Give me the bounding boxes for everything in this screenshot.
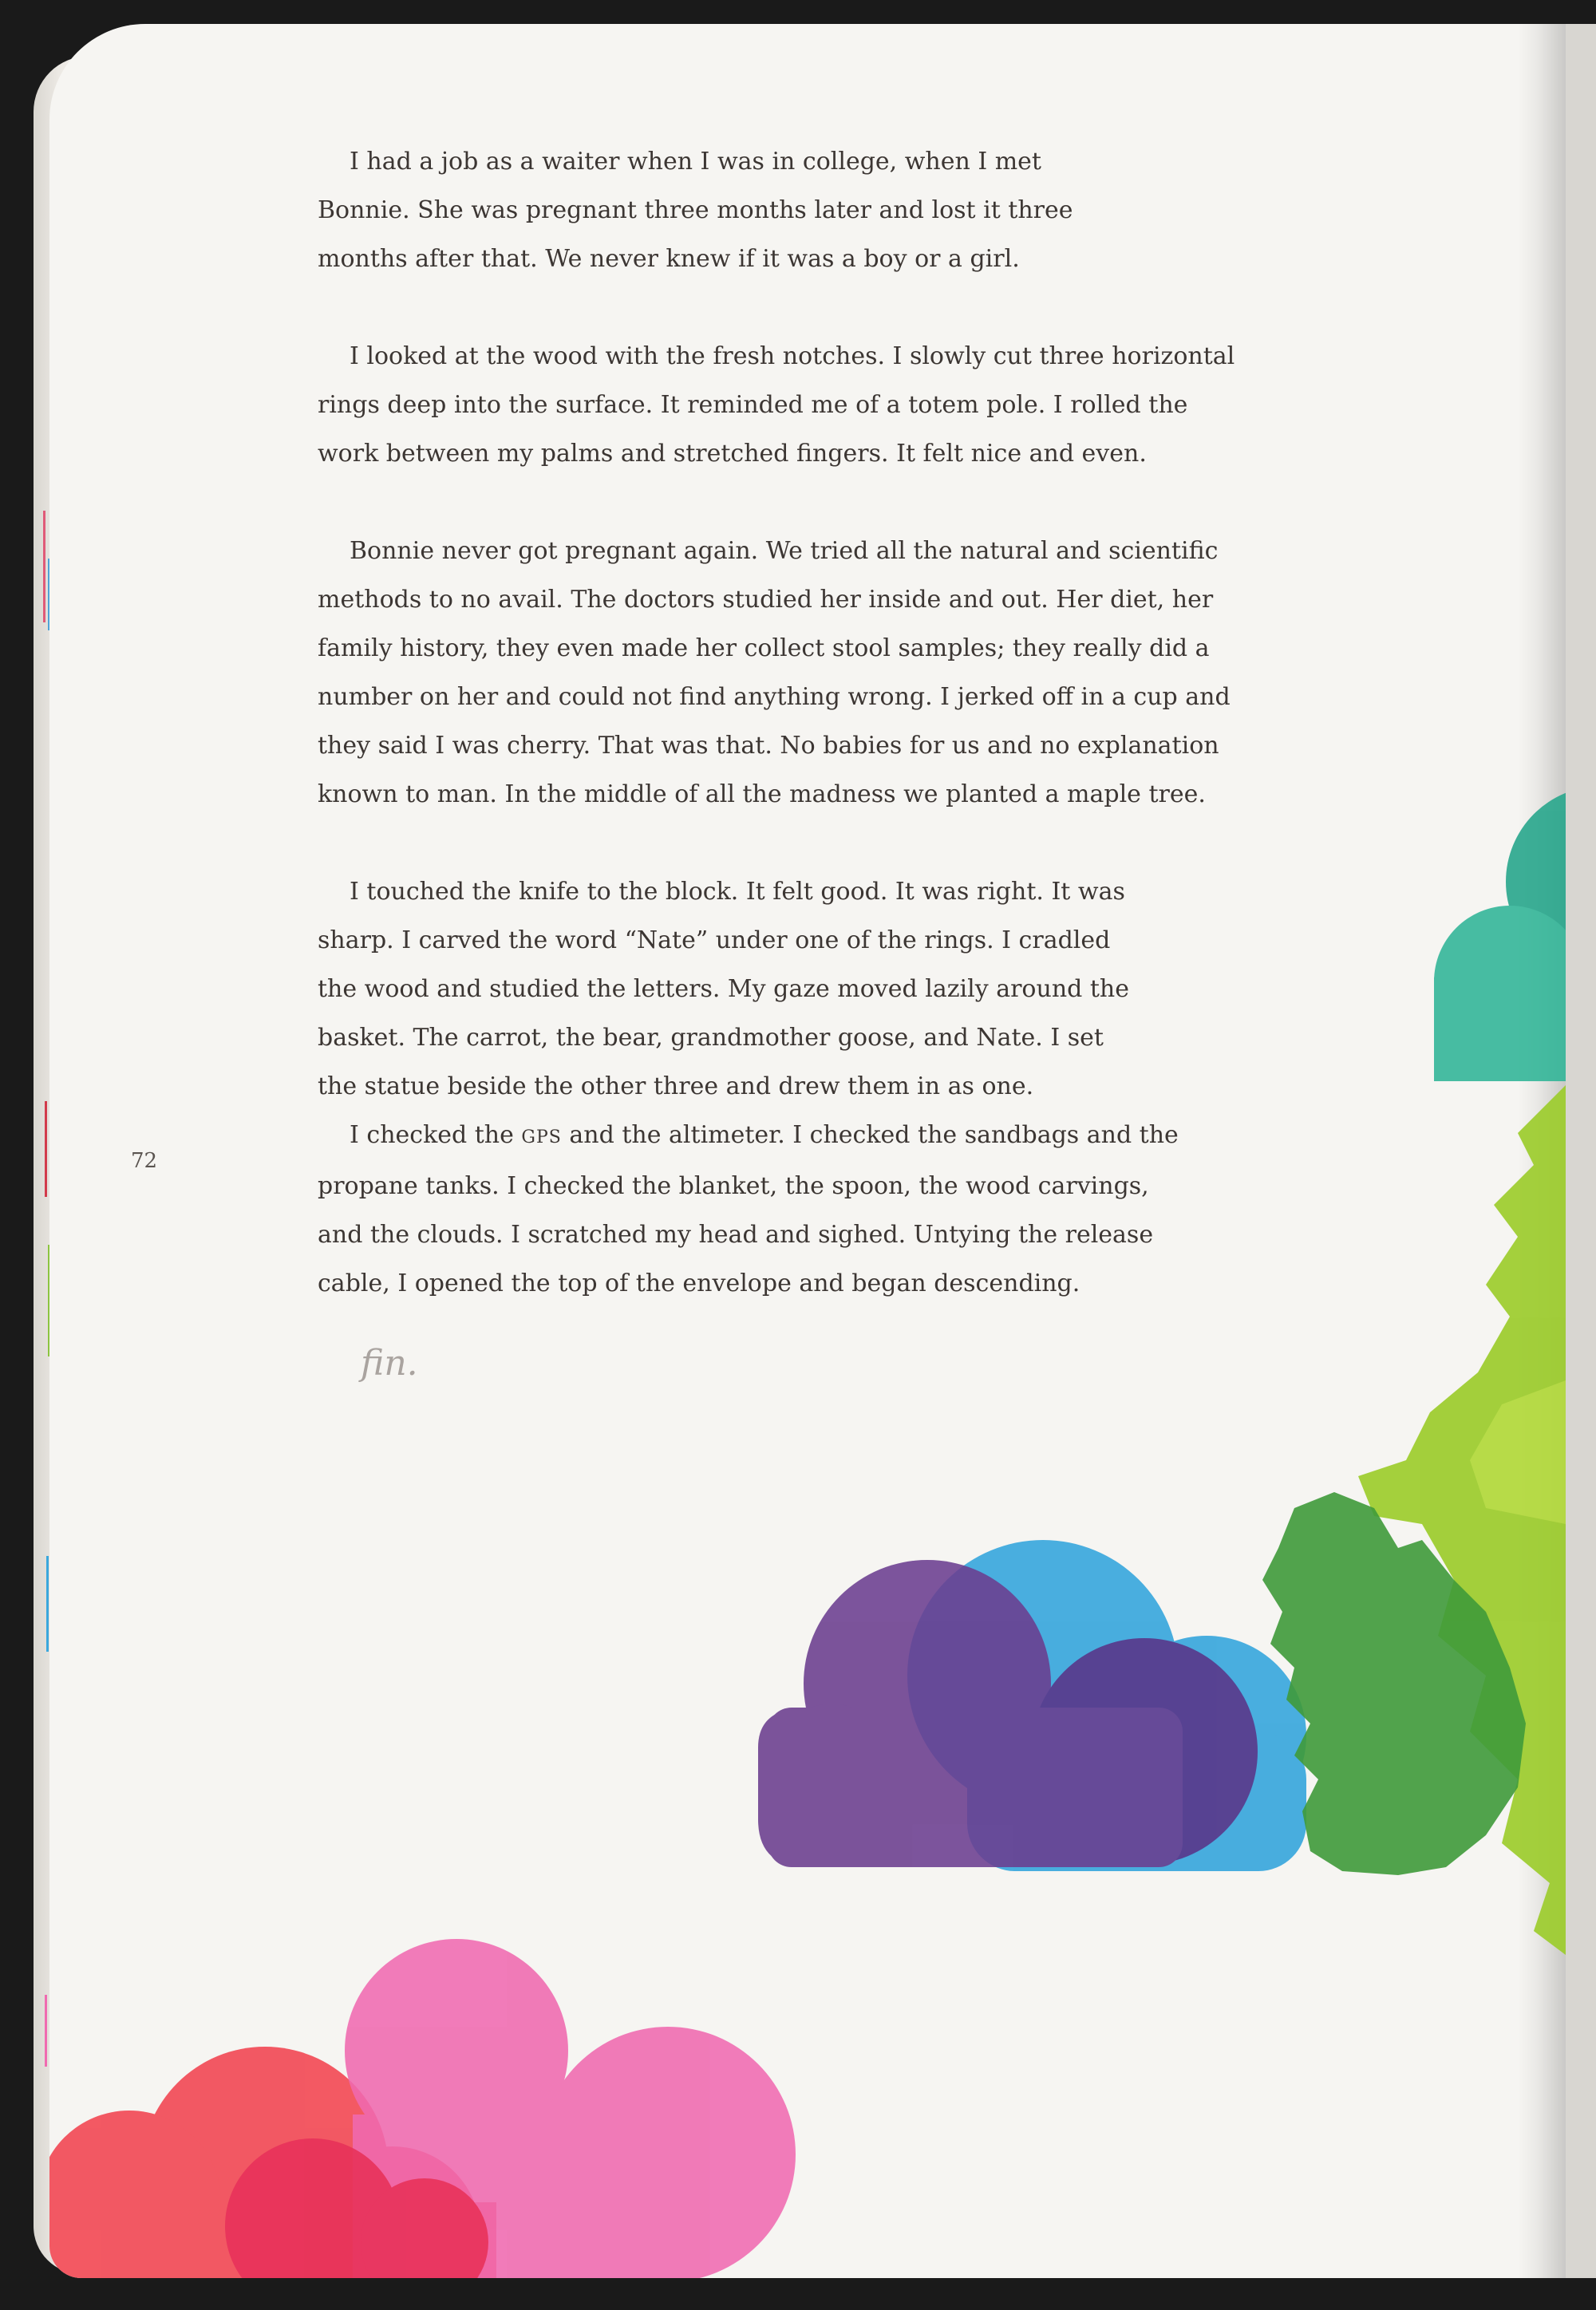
page-number: 72 <box>131 1149 158 1173</box>
text-line: I looked at the wood with the fresh notches. I slowly cut three horizontal <box>350 342 1235 370</box>
text-line: I touched the knife to the block. It felt good. It was right. It was <box>350 878 1125 906</box>
paragraph-4 <box>318 867 1339 1111</box>
teal-cloud-shape <box>1434 786 1566 1081</box>
text-fragment: and the altimeter. I checked the sandbags and the <box>569 1121 1179 1149</box>
text-line: and the clouds. I scratched my head and sighed. Untying the release <box>318 1221 1154 1249</box>
text-line: known to man. In the middle of all the madness we planted a maple tree. <box>318 780 1206 808</box>
paragraph-3 <box>318 527 1339 819</box>
text-line: basket. The carrot, the bear, grandmother goose, and Nate. I set <box>318 1024 1104 1052</box>
text-line: number on her and could not find anything wrong. I jerked off in a cup and <box>318 683 1231 711</box>
fin-signoff: fin. <box>361 1343 418 1384</box>
purple-cloud-shape <box>758 1560 1258 1867</box>
text-line: the statue beside the other three and drew them in as one. <box>318 1072 1034 1100</box>
gps-smallcaps: GPS <box>521 1127 562 1147</box>
facing-page-edge <box>1566 24 1596 2278</box>
text-line: methods to no avail. The doctors studied her inside and out. Her diet, her <box>318 586 1214 614</box>
body-text <box>318 137 1339 1308</box>
text-line: work between my palms and stretched fingers. It felt nice and even. <box>318 440 1147 468</box>
text-line: I had a job as a waiter when I was in college, when I met <box>350 148 1041 176</box>
text-line: rings deep into the surface. It reminded me of a totem pole. I rolled the <box>318 391 1188 419</box>
text-line: sharp. I carved the word “Nate” under one of the rings. I cradled <box>318 926 1111 954</box>
text-line <box>318 1111 1339 1162</box>
text-line: Bonnie never got pregnant again. We tried all the natural and scientific <box>350 537 1219 565</box>
text-line: Bonnie. She was pregnant three months later and lost it three <box>318 196 1073 224</box>
paragraph-1 <box>318 137 1339 283</box>
paragraph-2 <box>318 332 1339 478</box>
text-line: months after that. We never knew if it was a boy or a girl. <box>318 245 1020 273</box>
text-line: the wood and studied the letters. My gaze moved lazily around the <box>318 975 1130 1003</box>
text-line: family history, they even made her collect stool samples; they really did a <box>318 634 1210 662</box>
text-line: propane tanks. I checked the blanket, the spoon, the wood carvings, <box>318 1172 1149 1200</box>
text-line: they said I was cherry. That was that. No babies for us and no explanation <box>318 732 1219 760</box>
text-line: cable, I opened the top of the envelope and began descending. <box>318 1270 1080 1297</box>
text-fragment: I checked the <box>350 1121 514 1149</box>
paragraph-5 <box>318 1111 1339 1308</box>
